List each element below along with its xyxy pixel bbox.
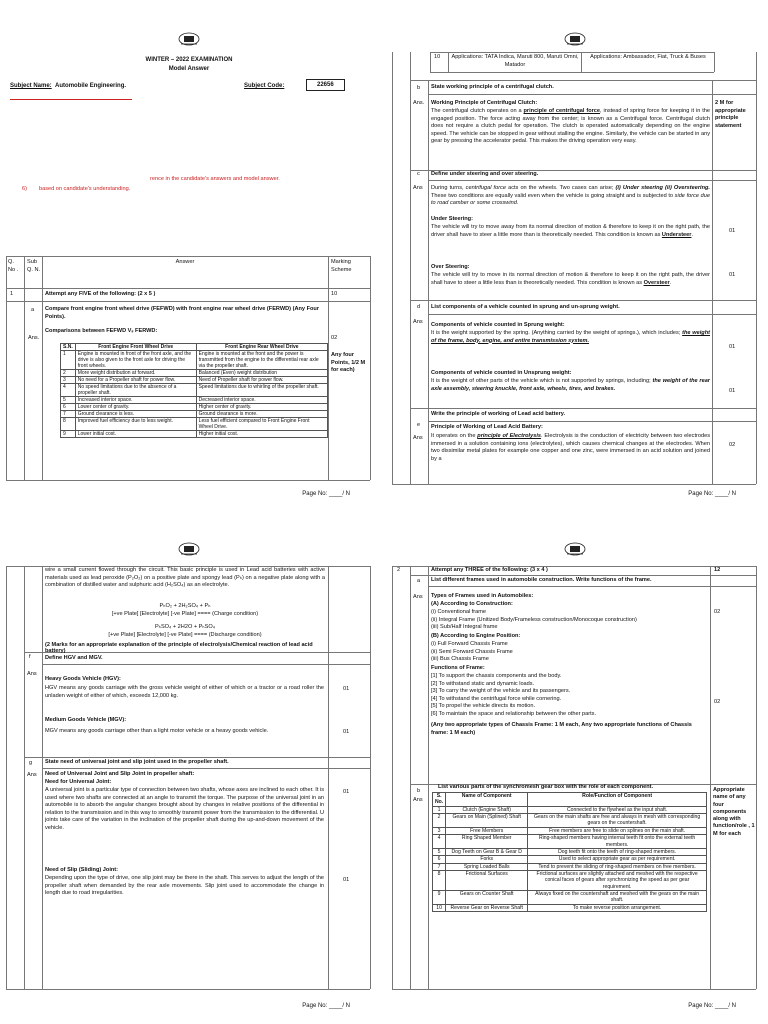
page-4 — [388, 514, 762, 1020]
q2-number: 2 — [397, 567, 401, 573]
functions-marks: 02 — [714, 699, 721, 705]
table-row — [433, 863, 707, 870]
ans-label: Ans — [27, 772, 37, 778]
table-cell: 9 — [433, 891, 446, 905]
text-emphasis: centrifugal force — [465, 185, 506, 191]
comparison-heading: Comparisons between FEFWD Vₛ FERWD: — [45, 328, 158, 334]
col-border — [370, 566, 371, 989]
mgv-text: MGV means any goods carriage other than a light motor vehicle or a heavy goods vehicle. — [45, 728, 269, 734]
engine-position-list — [431, 641, 709, 664]
text-part: These two conditions are equally valid even when the vehicle is going straight and is subjected to — [431, 192, 675, 199]
ans-label: Ans. — [28, 335, 40, 341]
table-cell: 6 — [61, 404, 76, 411]
page-footer: Page No: ____/ N — [302, 490, 350, 497]
hgv-text: HGV means any goods carriage with the gross vehicle weight of either of which or a tractor or a road roller the unladen weight of either of which, exceeds 12,000 kg. — [45, 685, 324, 699]
col-border — [712, 80, 713, 484]
page-3 — [2, 514, 376, 1020]
subq-b-question: State working principle of a centrifugal clutch. — [431, 84, 554, 90]
subq-a-marks-note: Any four Points, 1/2 M for each) — [331, 352, 366, 374]
instruction-line: rence in the candidate's answers and model answer. — [150, 176, 280, 182]
text-emphasis: the weight of the rear axle assembly, steering knuckle, front axle, wheels, tires, and brakes. — [431, 378, 710, 392]
col-border — [428, 566, 429, 989]
q2-title: Attempt any THREE of the following: (3 x 4 ) — [431, 567, 548, 573]
table-cell: Frictional Surfaces — [446, 870, 528, 890]
table-cell: Balanced (Even) weight distribution — [196, 370, 327, 377]
unsprung-text — [431, 378, 710, 393]
page-footer: Page No: ____/ N — [688, 1002, 736, 1009]
subq-d-label: d — [417, 304, 421, 310]
comparison-table — [60, 343, 328, 438]
col-border — [710, 566, 711, 989]
table-cell: Always fixed on the countershaft and meshed with the gears on the main shaft. — [528, 891, 707, 905]
equation-charge-labels: [+ve Plate] [Electrolyte] [-ve Plate] ==== (Charge condition) — [111, 611, 259, 617]
uj-marks: 01 — [343, 789, 350, 795]
list-item: [2] To withstand static and dynamic loads. — [431, 680, 535, 687]
list-item: (i) Conventional frame — [431, 609, 487, 615]
construction-list — [431, 609, 709, 632]
row-border — [430, 52, 714, 53]
col-border — [714, 52, 715, 72]
col-border — [430, 52, 431, 72]
subq-b-question: List various parts of the synchromesh gear box with the role of each component. — [438, 784, 654, 790]
gearbox-components-table — [432, 792, 707, 912]
table-top-border — [6, 256, 370, 257]
text-emphasis: Understeer — [661, 231, 692, 238]
table-cell: 6 — [433, 856, 446, 863]
table-cell: Gears on the main shafts are free and always in mesh with corresponding gears on the countershaft. — [528, 814, 707, 828]
table-row — [433, 870, 707, 890]
sj-heading: Need of Slip (Sliding) Joint: — [45, 867, 119, 873]
table-cell: 1 — [433, 806, 446, 813]
msbte-logo-icon — [564, 542, 586, 556]
table-bottom-border — [392, 989, 756, 990]
table-cell: 3 — [433, 827, 446, 834]
row-border — [428, 180, 756, 181]
unsprung-marks: 01 — [729, 388, 736, 394]
col-border — [392, 52, 393, 484]
table-cell: Decreased interior space. — [196, 397, 327, 404]
page-1 — [2, 2, 376, 508]
list-item: [5] To propel the vehicle directs its motion. — [431, 703, 536, 710]
msbte-logo-icon — [564, 32, 586, 46]
list-item: (iii) Sub/Half Integral frame — [431, 624, 498, 631]
list-item: [4] To withstand the centrifugal force while cornering. — [431, 695, 562, 702]
exam-title: WINTER – 2022 EXAMINATION — [145, 57, 233, 63]
table-row — [433, 806, 707, 813]
equation-discharge-labels: [+ve Plate] [Electrolyte] [-ve Plate] ==== (Discharge condition) — [108, 632, 262, 638]
text-part: The vehicle will try to move in its normal direction of motion & therefore to keep it on the right path, the driver shall have to steer a little less than is theoretically needed. This condition is known as — [431, 272, 710, 286]
table-cell: Clutch (Engine Shaft) — [446, 806, 528, 813]
ans-label: Ans — [413, 594, 423, 600]
lead-acid-marks-note: (2 Marks for an appropriate explanation of the principle of electrolysis/Chemical reaction of lead acid battery) — [45, 642, 313, 655]
table-row — [61, 370, 328, 377]
list-item: (i) Full Forward Chassis Frame — [431, 641, 508, 647]
row-border — [24, 757, 370, 758]
text-emphasis: principle of Electrolysis — [477, 433, 541, 439]
engine-position-heading: (B) According to Engine Position: — [431, 633, 521, 639]
subq-c-question: Define under steering and over steering. — [431, 171, 539, 177]
table-row — [433, 814, 707, 828]
frame-types-heading: Types of Frames used in Automobiles: — [431, 593, 534, 599]
subq-f-label: f — [29, 654, 31, 660]
sprung-marks: 01 — [729, 344, 736, 350]
app-row-number: 10 — [434, 54, 441, 60]
instruction-line-6 — [22, 186, 130, 194]
table-bottom-border — [6, 480, 370, 481]
text-part: It operates on the — [431, 433, 478, 439]
text-emphasis: side force due to road camber or some crosswind. — [431, 192, 710, 207]
table-row — [61, 404, 328, 411]
lead-acid-continued: wire a small current flowed through the circuit. This basic principle is used in Lead acid batteries with active materials used as lead peroxide (P₂O₂) on a positive plate and spongy lead (Pₕ) on a negative plate along with a combination of distilled water and sulphuric acid (H₂SO₄) as an electrolyte. — [45, 567, 325, 589]
sj-marks: 01 — [343, 877, 350, 883]
table-cell: Less fuel efficient compared to Front Engine Front Wheel Drive. — [196, 418, 327, 431]
text-part: The centrifugal clutch operates on a — [431, 108, 524, 114]
table-cell: Engine is mounted at the front and the power is transmitted from the engine to the differential rear axle via the propeller shaft. — [196, 351, 327, 370]
ans-label: Ans. — [413, 100, 425, 106]
understeer-heading: Under Steering: — [431, 216, 473, 222]
col-border — [24, 256, 25, 480]
steering-intro — [431, 185, 710, 208]
list-item: [3] To carry the weight of the vehicle and its passengers. — [431, 688, 571, 695]
text-part: During turns, — [431, 185, 466, 191]
sj-text: Depending upon the type of drive, one slip joint may be there in the shaft. This serves to adjust the length of the propeller shaft when demanded by the rear axle movements. Slip joint used to accommodate the change in length due to road irregularities. — [45, 875, 324, 897]
header-marking: Marking Scheme — [331, 259, 352, 273]
text-part: The vehicle will try to move away from its normal direction of motion & therefore to keep it on the right path, the driver shall have to steer a little more than is theoretically needed. This condition is known as — [431, 224, 710, 238]
red-divider — [10, 99, 132, 100]
subq-a-label: a — [417, 578, 421, 584]
list-item: (ii) Semi Forward Chassis Frame — [431, 648, 513, 655]
row-border — [410, 575, 756, 576]
app-ferwd: Applications: Ambassador, Fiat, Truck & Buses — [590, 54, 706, 60]
table-cell: Higher initial cost. — [196, 431, 327, 438]
col-border — [328, 566, 329, 989]
table-cell: Engine is mounted in front of the front axle, and the drive is also given to the front axle for driving the front wheels. — [75, 351, 196, 370]
table-cell: No speed limitations due to the absence of a propeller shaft. — [75, 384, 196, 397]
row-border — [428, 314, 756, 315]
subq-b-marks: Appropriate name of any four components along with function/role , 1 M for each — [713, 787, 755, 837]
row-border — [428, 586, 756, 587]
table-cell: Forks — [446, 856, 528, 863]
table-cell: Lower center of gravity. — [75, 404, 196, 411]
centrifugal-heading: Working Principle of Centrifugal Clutch: — [431, 100, 538, 106]
understeer-marks: 01 — [729, 228, 736, 234]
table-cell: Reverse Gear on Reverse Shaft — [446, 904, 528, 911]
col-border — [42, 256, 43, 480]
table-header-cell: Front Engine Rear Wheel Drive — [196, 344, 327, 351]
subject-code-label: Subject Code: — [244, 83, 285, 89]
ans-label: Ans — [413, 435, 423, 441]
col-border — [42, 566, 43, 989]
table-row — [433, 848, 707, 855]
subq-b-label: b — [417, 85, 421, 91]
table-row — [433, 835, 707, 849]
table-cell: Frictional surfaces are slightly attached and meshed with the respective conical faces of gears after synchronizing the speed as per gear requirement. — [528, 870, 707, 890]
ans-label: Ans — [413, 797, 423, 803]
table-cell: More weight distribution at forward. — [75, 370, 196, 377]
subq-f-question: Define HGV and MGV. — [45, 655, 103, 661]
table-cell: Ring-shaped members having internal teeth fit onto the external teeth members. — [528, 835, 707, 849]
frame-types-marks: 02 — [714, 609, 721, 615]
header-answer: Answer — [175, 259, 195, 265]
table-bottom-border — [392, 484, 756, 485]
oversteer-text: The vehicle will try to move in its normal direction of motion & therefore to keep it on the right path, the driver shall have to steer a little less than is theoretically needed. This condition is known as Oversteer. — [431, 272, 710, 286]
col-border — [392, 566, 393, 989]
functions-list — [431, 673, 709, 718]
subq-a-marks: 02 — [331, 335, 338, 341]
row-border — [410, 300, 756, 301]
table-row — [61, 411, 328, 418]
table-cell: Gears on Main (Splined) Shaft — [446, 814, 528, 828]
table-cell: Free Members — [446, 827, 528, 834]
table-header-cell: Role/Function of Component — [528, 793, 707, 807]
page-footer: Page No: ____/ N — [302, 1002, 350, 1009]
subject-name-label: Subject Name: — [10, 83, 52, 89]
col-border — [448, 52, 449, 72]
table-cell: 4 — [61, 384, 76, 397]
table-row — [433, 891, 707, 905]
table-cell: 4 — [433, 835, 446, 849]
unsprung-heading: Components of vehicle counted in Unsprung weight: — [431, 370, 572, 376]
row-border — [428, 421, 756, 422]
sprung-heading: Components of vehicle counted in Sprung weight: — [431, 322, 565, 328]
table-cell: Higher center of gravity. — [196, 404, 327, 411]
equation-charge: PₕO₂ + 2H₂SO₄ + Pₕ — [159, 603, 211, 609]
uj-heading: Need for Universal Joint: — [45, 779, 112, 785]
subq-g-label: g — [29, 760, 33, 766]
table-header-cell: Name of Component — [446, 793, 528, 807]
mgv-heading: Medium Goods Vehicle (MGV): — [45, 717, 127, 723]
table-cell: 9 — [61, 431, 76, 438]
instruction-number: 6) — [22, 186, 27, 192]
subq-e-marks: 02 — [729, 442, 736, 448]
table-row — [61, 351, 328, 370]
list-item: [1] To support the chassis components and the body. — [431, 673, 562, 679]
header-bottom-border — [6, 288, 370, 289]
table-cell: 8 — [61, 418, 76, 431]
hgv-heading: Heavy Goods Vehicle (HGV): — [45, 676, 121, 682]
table-cell: Dog teeth fit onto the teeth of ring-shaped members. — [528, 848, 707, 855]
table-cell: Ground clearance is more. — [196, 411, 327, 418]
table-cell: Free members are free to slide on splines on the main shaft. — [528, 827, 707, 834]
subq-a-label: a — [31, 307, 35, 313]
msbte-logo-icon — [178, 542, 200, 556]
subq-g-question: State need of universal joint and slip joint used in the propeller shaft. — [45, 759, 229, 765]
table-cell: Dog Teeth on Gear B & Gear D — [446, 848, 528, 855]
table-cell: 2 — [61, 370, 76, 377]
table-cell: Lower initial cost. — [75, 431, 196, 438]
table-row — [61, 384, 328, 397]
table-cell: 7 — [433, 863, 446, 870]
lead-acid-heading: Principle of Working of Lead Acid Battery: — [431, 424, 543, 430]
list-item: [6] To maintain the space and relationship between the other parts. — [431, 710, 597, 717]
msbte-logo-icon — [178, 32, 200, 46]
lead-acid-text — [431, 433, 710, 463]
header-sub: Sub Q. N. — [27, 259, 41, 273]
app-fefwd: Applications: TATA Indica, Maruti 800, Maruti Omni, Matador — [451, 54, 579, 68]
mgv-marks: 01 — [343, 729, 350, 735]
sprung-text — [431, 330, 710, 345]
table-row — [61, 377, 328, 384]
table-cell: 10 — [433, 904, 446, 911]
subject-name — [10, 82, 126, 90]
subject-code-box: 22656 — [306, 79, 345, 91]
uj-text: A universal joint is a particular type of connection between two shafts, whose axes are inclined to each other. It is used where two shafts are connected at an angle to transmit the torque. The purpose of the universal joint in an automobile is to absorb the angular changes brought about by changes in relative positions of the differential in relation to the transmission and in this way to smoothly transmit power from the transmission to the differential. U joints take care of the variation in the inclination of the propeller shaft during the up-and-down movement of the vehicle. — [45, 787, 324, 831]
exam-header — [2, 56, 376, 74]
table-cell: Improved fuel efficiency due to less weight. — [75, 418, 196, 431]
subq-b-label: b — [417, 788, 421, 794]
col-border — [370, 256, 371, 480]
col-border — [756, 52, 757, 484]
subq-e-label: e — [417, 422, 421, 428]
page-2 — [388, 2, 762, 508]
row-border — [6, 301, 370, 302]
oversteer-heading: Over Steering: — [431, 264, 470, 270]
table-cell: Ring Shaped Member — [446, 835, 528, 849]
table-cell: 5 — [433, 848, 446, 855]
table-row — [61, 431, 328, 438]
table-header-cell: Front Engine Front Wheel Drive — [75, 344, 196, 351]
text-part: . Electrolysis is the conduction of electricity between two electrodes immersed in a solution containing ions (electrolytes), which causes chemical changes at the electrodes. When two dissimilar metal plates for example one copper and one zinc, were immersed in an acid solution and joined by a — [431, 433, 710, 462]
table-cell: 8 — [433, 870, 446, 890]
q1-title: Attempt any FIVE of the following: (2 x 5 ) — [45, 291, 156, 297]
table-header-cell: S.N. — [61, 344, 76, 351]
col-border — [328, 256, 329, 480]
oversteer-marks: 01 — [729, 272, 736, 278]
equation-discharge: PₕSO₄ + 2H2O + PₕSO₄ — [154, 624, 216, 630]
col-border — [410, 566, 411, 989]
text-emphasis: Oversteer — [643, 279, 670, 286]
table-cell: Connected to the flywheel as the input shaft. — [528, 806, 707, 813]
col-border — [6, 566, 7, 989]
row-border — [410, 80, 756, 81]
text-part: It is the weight supported by the spring. (Anything carried by the weight of springs.), which includes; — [431, 330, 683, 336]
table-row — [433, 827, 707, 834]
col-border — [6, 256, 7, 480]
table-cell: Ground clearance is less. — [75, 411, 196, 418]
subq-a-question: List different frames used in automobile construction. Write functions of the frame. — [431, 577, 652, 583]
table-row — [433, 904, 707, 911]
table-cell: Increased interior space. — [75, 397, 196, 404]
centrifugal-text — [431, 108, 710, 146]
q2-marks: 12 — [714, 567, 721, 573]
row-border — [410, 408, 756, 409]
subject-name-value: Automobile Engineering. — [55, 83, 127, 89]
table-cell: Speed limitations due to whirling of the propeller shaft. — [196, 384, 327, 397]
text-part: acts on the wheels. Two cases can arise; — [506, 185, 616, 191]
list-item: (ii) Integral Frame (Unitized Body/Frameless construction/Monocoque construction) — [431, 616, 637, 623]
table-cell: 3 — [61, 377, 76, 384]
subq-d-question: List components of a vehicle counted in sprung and un-sprung weight. — [431, 304, 620, 310]
ans-label: Ans — [413, 185, 423, 191]
functions-heading: Functions of Frame: — [431, 665, 485, 671]
text-part: It is the weight of other parts of the vehicle which is not supported by springs, including; — [431, 378, 653, 384]
table-cell: Gears on Counter Shaft — [446, 891, 528, 905]
table-row — [61, 397, 328, 404]
ans-label: Ans — [413, 319, 423, 325]
frame-marks-note: (Any two appropriate types of Chassis Frame: 1 M each, Any two appropriate functions of Chassis frame: 1 M each) — [431, 722, 692, 736]
ans-label: Ans — [27, 671, 37, 677]
table-cell: To make reverse position arrangement. — [528, 904, 707, 911]
table-header-cell: S. No. — [433, 793, 446, 807]
subq-c-label: c — [417, 171, 420, 177]
instruction-text: based on candidate's understanding. — [38, 186, 131, 192]
table-cell: 5 — [61, 397, 76, 404]
subq-b-marks: 2 M for appropriate principle statement — [715, 100, 746, 129]
row-border — [42, 664, 370, 665]
q1-marks: 10 — [331, 291, 338, 297]
row-border — [430, 72, 714, 73]
table-cell: Need of Propeller shaft for power flow. — [196, 377, 327, 384]
header-qno: Q. No . — [8, 259, 19, 273]
table-cell: 1 — [61, 351, 76, 370]
text-emphasis: (i) Under steering (ii) Oversteering. — [615, 185, 710, 191]
col-border — [24, 566, 25, 989]
table-bottom-border — [6, 989, 370, 990]
subq-e-question: Write the principle of working of Lead acid battery. — [431, 411, 566, 417]
list-item: (iii) Bus Chassis Frame — [431, 656, 489, 663]
text-emphasis: the weight of the frame, body, engine, and entire transmission system. — [431, 330, 710, 344]
text-part: , instead of spring force for keeping it in the engaged position. The force acting away from the center; is known as a Centrifugal force. Centrifugal clutch does not require a clutch pedal for operation. The clutch is operated automatically depending on the engine speed. The vehicle can be stopped in gear without stalling the engine. Similarly, the vehicle can be started in any gear by pressing the accelerator pedal. This makes the driving operation very easy. — [431, 108, 710, 145]
hgv-marks: 01 — [343, 686, 350, 692]
col-border — [410, 52, 411, 484]
table-cell: 2 — [433, 814, 446, 828]
row-border — [428, 94, 756, 95]
construction-heading: (A) According to Construction: — [431, 601, 513, 607]
table-cell: No need for a Propeller shaft for power flow. — [75, 377, 196, 384]
table-row — [61, 418, 328, 431]
col-border — [428, 80, 429, 484]
q1-number: 1 — [10, 291, 14, 297]
col-border — [756, 566, 757, 989]
table-cell: Spring Loaded Balls — [446, 863, 528, 870]
model-answer-title: Model Answer — [168, 66, 210, 72]
row-border — [42, 768, 370, 769]
table-cell: Used to select appropriate gear as per requirement. — [528, 856, 707, 863]
page-footer: Page No: ____/ N — [688, 490, 736, 497]
table-cell: 7 — [61, 411, 76, 418]
subq-a-question: Compare front engine front wheel drive (FEFWD) with front engine rear wheel drive (FERWD) (Any Four Points). — [45, 306, 320, 320]
table-cell: Tend to prevent the sliding of ring-shaped members on free members. — [528, 863, 707, 870]
table-row — [433, 856, 707, 863]
text-emphasis: principle of centrifugal force — [523, 108, 601, 114]
col-border — [581, 52, 582, 72]
joint-heading: Need of Universal Joint and Slip Joint in propeller shaft: — [45, 771, 195, 777]
understeer-text: The vehicle will try to move away from its normal direction of motion & therefore to keep it on the right path, the driver shall have to steer a little more than is theoretically needed. This condition is known as Understeer. — [431, 224, 710, 238]
